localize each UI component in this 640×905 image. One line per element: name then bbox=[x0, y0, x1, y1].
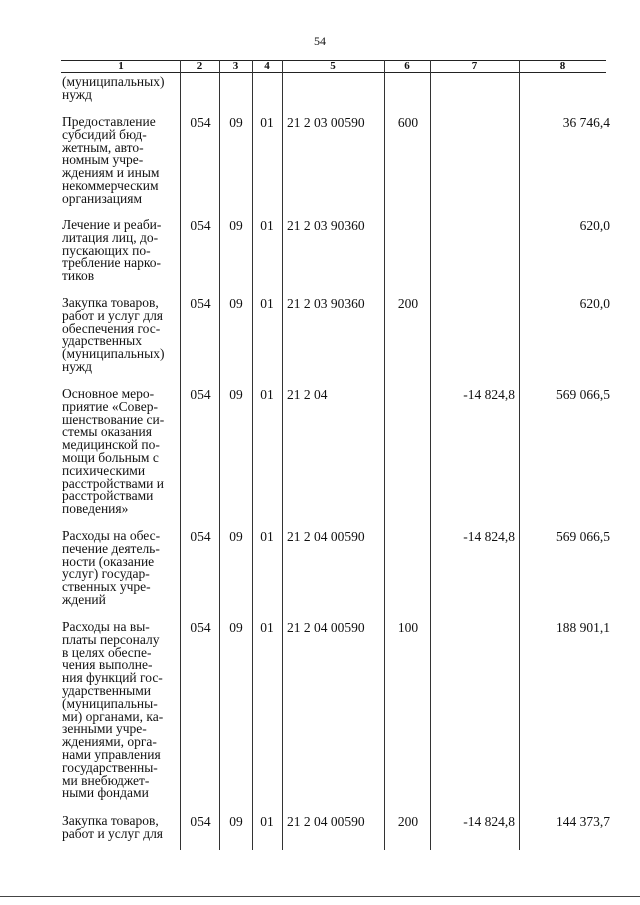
gr-cell: 054 bbox=[190, 529, 211, 544]
column-header: 7 bbox=[471, 60, 478, 72]
csr-cell: 21 2 04 00590 bbox=[287, 814, 365, 829]
column-divider bbox=[180, 60, 181, 850]
csr-cell: 21 2 04 bbox=[287, 387, 328, 402]
row-name: Предоставление субсидий бюд- жетным, авто- номным учре- ждениям и иным некоммерческим организациям bbox=[62, 114, 160, 206]
row-name: (муниципальных) нужд bbox=[62, 74, 165, 102]
sum-cell: 620,0 bbox=[579, 218, 610, 233]
csr-cell: 21 2 03 00590 bbox=[287, 115, 365, 130]
row-name: Закупка товаров, работ и услуг для bbox=[62, 813, 164, 841]
table-header-rule bbox=[61, 72, 606, 73]
pr-cell: 01 bbox=[260, 387, 274, 402]
column-header: 1 bbox=[118, 60, 124, 72]
vr-cell: 200 bbox=[397, 296, 419, 311]
csr-cell: 21 2 04 00590 bbox=[287, 529, 365, 544]
gr-cell: 054 bbox=[190, 115, 211, 130]
rz-cell: 09 bbox=[229, 296, 243, 311]
row-name: Закупка товаров, работ и услуг для обеспечения гос- ударственных (муниципальных) нужд bbox=[62, 295, 165, 374]
pr-cell: 01 bbox=[260, 814, 274, 829]
sum-cell: 188 901,1 bbox=[556, 620, 610, 635]
column-header: 3 bbox=[232, 60, 239, 72]
scan-edge-line bbox=[0, 896, 640, 897]
page-number: 54 bbox=[314, 34, 326, 48]
column-divider bbox=[219, 60, 220, 850]
column-header: 5 bbox=[330, 60, 336, 72]
rz-cell: 09 bbox=[229, 387, 243, 402]
row-name: Основное меро- приятие «Совер- шенствование си- стемы оказания медицинской по- мощи больным с психическими расстройствами и расстройствами поведения» bbox=[62, 386, 165, 517]
row-name: Лечение и реаби- литация лиц, до- пускающих по- требление нарко- тиков bbox=[62, 217, 162, 284]
column-header: 4 bbox=[264, 60, 270, 72]
column-header: 8 bbox=[559, 60, 566, 72]
gr-cell: 054 bbox=[190, 620, 211, 635]
rz-cell: 09 bbox=[229, 218, 243, 233]
column-divider bbox=[519, 60, 520, 850]
vr-cell: 200 bbox=[397, 814, 419, 829]
pr-cell: 01 bbox=[260, 218, 274, 233]
gr-cell: 054 bbox=[190, 296, 211, 311]
csr-cell: 21 2 04 00590 bbox=[287, 620, 365, 635]
rz-cell: 09 bbox=[229, 814, 243, 829]
change-cell: -14 824,8 bbox=[463, 529, 515, 544]
gr-cell: 054 bbox=[190, 387, 211, 402]
column-divider bbox=[282, 60, 283, 850]
sum-cell: 144 373,7 bbox=[556, 814, 610, 829]
sum-cell: 569 066,5 bbox=[556, 529, 610, 544]
csr-cell: 21 2 03 90360 bbox=[287, 296, 365, 311]
rz-cell: 09 bbox=[229, 529, 243, 544]
column-divider bbox=[384, 60, 385, 850]
column-divider bbox=[252, 60, 253, 850]
sum-cell: 36 746,4 bbox=[562, 115, 610, 130]
vr-cell: 600 bbox=[397, 115, 419, 130]
pr-cell: 01 bbox=[260, 115, 274, 130]
row-name: Расходы на обес- печение деятель- ности (оказание услуг) государ- ственных учре- ждений bbox=[62, 528, 161, 607]
gr-cell: 054 bbox=[190, 814, 211, 829]
csr-cell: 21 2 03 90360 bbox=[287, 218, 365, 233]
row-name: Расходы на вы- платы персоналу в целях обеспе- чения выполне- ния функций гос- ударственными (муниципальны- ми) органами, ка- зенными учре- ждениями, орга- нами управления государственны- ми внебюджет- ными фондами bbox=[62, 619, 164, 801]
change-cell: -14 824,8 bbox=[463, 387, 515, 402]
rz-cell: 09 bbox=[229, 620, 243, 635]
gr-cell: 054 bbox=[190, 218, 211, 233]
column-header: 6 bbox=[404, 60, 410, 72]
sum-cell: 620,0 bbox=[579, 296, 610, 311]
vr-cell: 100 bbox=[397, 620, 419, 635]
change-cell: -14 824,8 bbox=[463, 814, 515, 829]
pr-cell: 01 bbox=[260, 620, 274, 635]
rz-cell: 09 bbox=[229, 115, 243, 130]
column-divider bbox=[430, 60, 431, 850]
sum-cell: 569 066,5 bbox=[556, 387, 610, 402]
column-header: 2 bbox=[196, 60, 203, 72]
pr-cell: 01 bbox=[260, 296, 274, 311]
pr-cell: 01 bbox=[260, 529, 274, 544]
